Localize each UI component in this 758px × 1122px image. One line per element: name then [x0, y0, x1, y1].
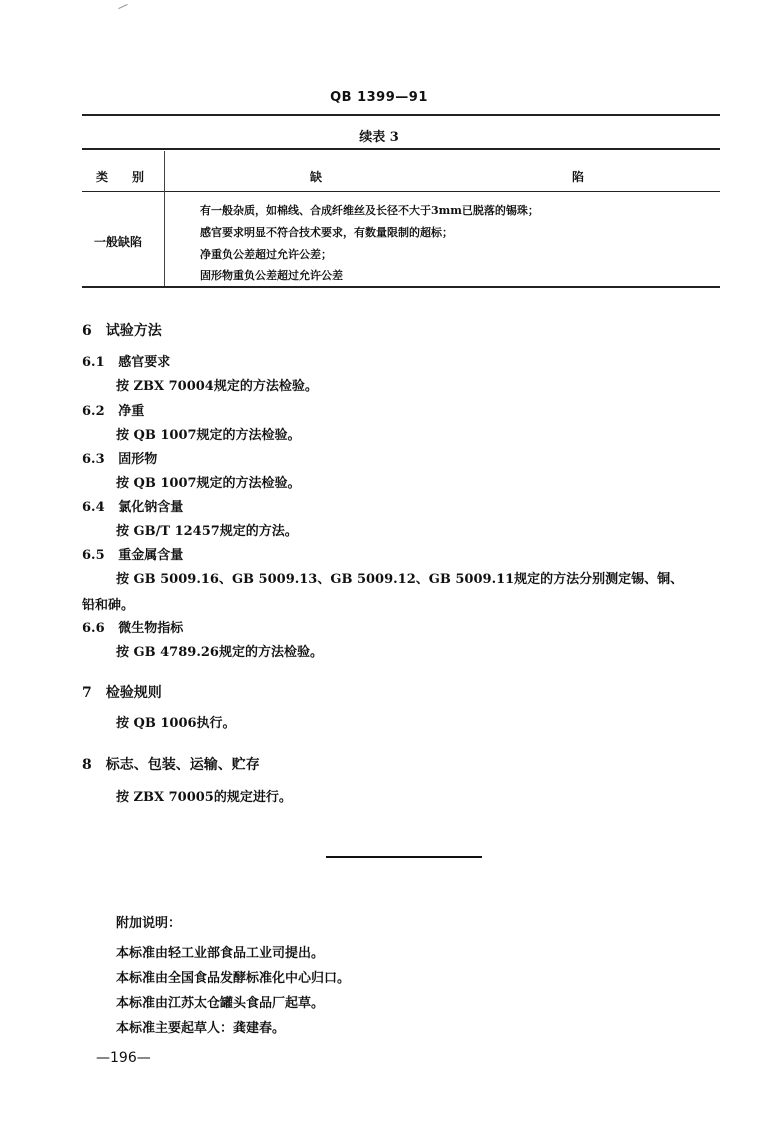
section-8-title: 8 标志、包装、运输、贮存 — [82, 757, 260, 773]
col-header-defect-right: 陷 — [572, 170, 585, 184]
category-general-defect: 一般缺陷 — [94, 235, 143, 249]
section-6-1-text: 按 ZBX 70004规定的方法检验。 — [116, 379, 318, 394]
table-bottom-rule — [82, 286, 720, 288]
section-number: 6.3 — [82, 452, 105, 467]
end-rule — [326, 856, 482, 858]
section-6-4-heading — [82, 496, 183, 515]
section-6-5-text: 按 GB 5009.16、GB 5009.13、GB 5009.12、GB 5009.11规定的方法分别测定锡、铜、 — [116, 572, 684, 587]
section-6-5-text-cont: 铅和砷。 — [82, 598, 135, 613]
section-number: 6.1 — [82, 355, 105, 370]
section-6-1-heading — [82, 351, 170, 370]
defect-item: 有一般杂质，如棉线、合成纤维丝及长径不大于3mm已脱落的锡珠； — [200, 204, 539, 217]
defect-item: 固形物重负公差超过允许公差 — [200, 269, 343, 282]
section-6-2-text: 按 QB 1007规定的方法检验。 — [116, 428, 301, 443]
col-header-defect-left: 缺 — [310, 170, 323, 184]
section-8-text: 按 ZBX 70005的规定进行。 — [116, 790, 292, 805]
table-title: 续表 3 — [359, 130, 399, 145]
section-6-2-heading — [82, 400, 144, 419]
section-6-3-text: 按 QB 1007规定的方法检验。 — [116, 476, 301, 491]
page-number: —196— — [96, 1050, 151, 1066]
section-6-title: 6 试验方法 — [82, 323, 162, 339]
col-header-category: 类 别 — [96, 170, 145, 184]
section-6-5-heading — [82, 544, 183, 563]
standard-code-header: QB 1399—91 — [330, 90, 428, 105]
section-6-6-text: 按 GB 4789.26规定的方法检验。 — [116, 645, 323, 660]
section-7-title: 7 检验规则 — [82, 685, 162, 701]
section-title: 净重 — [118, 404, 145, 419]
section-6-3-heading — [82, 448, 157, 467]
section-number: 6.5 — [82, 548, 105, 563]
section-title: 固形物 — [118, 452, 158, 467]
table-column-divider — [164, 151, 165, 286]
note-line: 本标准由轻工业部食品工业司提出。 — [116, 946, 325, 961]
section-6-6-heading — [82, 617, 183, 636]
section-title: 重金属含量 — [118, 548, 184, 563]
scan-mark — [118, 4, 127, 9]
section-number: 6.4 — [82, 500, 105, 515]
note-line: 本标准由江苏太仓罐头食品厂起草。 — [116, 996, 325, 1011]
notes-title: 附加说明： — [116, 916, 182, 931]
section-title: 微生物指标 — [118, 621, 184, 636]
note-line: 本标准由全国食品发酵标准化中心归口。 — [116, 971, 351, 986]
table-top-rule — [82, 148, 720, 150]
section-title: 氯化钠含量 — [118, 500, 184, 515]
header-rule — [82, 114, 720, 116]
section-number: 6.6 — [82, 621, 105, 636]
note-line: 本标准主要起草人：龚建春。 — [116, 1021, 286, 1036]
table-header-rule — [82, 191, 720, 192]
section-7-text: 按 QB 1006执行。 — [116, 716, 236, 731]
section-number: 6.2 — [82, 404, 105, 419]
defect-item: 净重负公差超过允许公差； — [200, 248, 332, 261]
section-title: 感官要求 — [118, 355, 171, 370]
defect-item: 感官要求明显不符合技术要求，有数量限制的超标； — [200, 226, 453, 239]
section-6-4-text: 按 GB/T 12457规定的方法。 — [116, 524, 298, 539]
